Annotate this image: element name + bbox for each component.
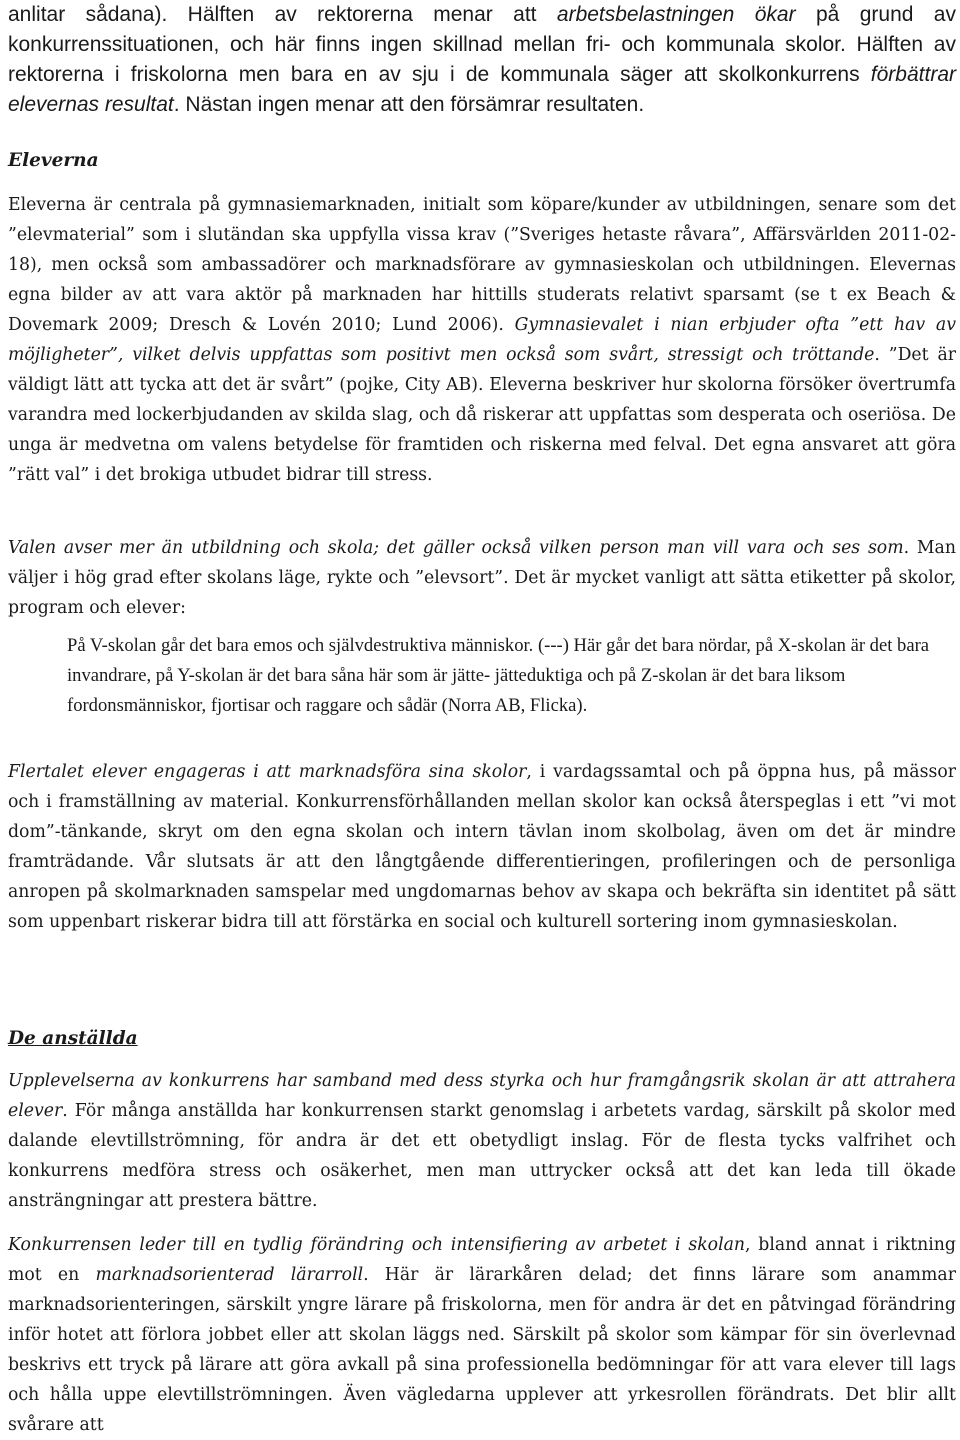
text-segment: . Nästan ingen menar att den försämrar resultaten. xyxy=(173,93,645,116)
section-heading-eleverna: Eleverna xyxy=(8,150,99,171)
text-segment: . För många anställda har konkurrensen starkt genomslag i arbetets vardag, särskilt på skolor med dalande elevtillströmning, för andra är det ett obetydligt inslag. För de flesta tycks valfrihet och konkurrens medföra stress och osäkerhet, men man uttrycker också att det kan leda till ökade ansträngningar att prestera bättre. xyxy=(8,1101,956,1211)
emphasis-text: Valen avser mer än utbildning och skola; det gäller också vilken person man vill vara och ses som xyxy=(8,538,904,558)
paragraph-eleverna-intro xyxy=(8,190,956,490)
text-segment: . Man väljer i hög grad efter skolans läge, rykte och ”elevsort”. Det är mycket vanligt att sätta etiketter på skolor, program och elever: xyxy=(8,538,956,618)
emphasis-text: marknadsorienterad lärarroll xyxy=(95,1265,364,1285)
section-heading-anstallda xyxy=(8,1024,138,1054)
emphasis-text: arbetsbelastningen ökar xyxy=(556,3,796,26)
emphasis-text: Flertalet elever engageras i att marknadsföra sina skolor xyxy=(8,762,527,782)
emphasis-text: Upplevelserna av konkurrens har samband med dess styrka och hur framgångsrik skolan är att attrahera elever xyxy=(8,1071,956,1121)
text-segment: , bland annat i riktning mot en xyxy=(8,1235,956,1285)
emphasis-text: förbättrar elevernas resultat xyxy=(8,63,956,116)
paragraph-flertalet xyxy=(8,757,956,937)
text-segment: , i vardagssamtal och på öppna hus, på mässor och i framställning av material. Konkurrensförhållanden mellan skolor kan också återspeglas i ett ”vi mot dom”-tänkande, skryt om den egna skolan och intern tävlan inom skolbolag, även om det är mindre framträdande. Vår slutsats är att den långtgående differentieringen, profileringen och de personliga anropen på skolmarknaden samspelar med ungdomarnas behov av skapa och bekräfta sin identitet på sätt som uppenbart riskerar bidra till att förstärka en social och kulturell sortering inom gymnasieskolan. xyxy=(8,762,956,932)
paragraph-rektorer xyxy=(8,0,956,120)
emphasis-text: Gymnasievalet i nian erbjuder ofta ”ett hav av möjligheter”, vilket delvis uppfattas som positivt men också som svårt, stressigt och tröttande xyxy=(8,315,956,365)
heading-text: De anställda xyxy=(8,1028,138,1049)
text-segment: . ”Det är väldigt lätt att tycka att det är svårt” (pojke, City AB). Eleverna beskriver hur skolorna försöker övertrumfa varandra med lockerbjudanden av skilda slag, och då riskerar att uppfattas som desperata och oseriösa. De unga är medvetna om valens betydelse för framtiden och riskerna med felval. Det egna ansvaret att göra ”rätt val” i det brokiga utbudet bidrar till stress. xyxy=(8,345,957,485)
text-segment: anlitar sådana). Hälften av rektorerna menar att xyxy=(8,3,557,26)
paragraph-konkurrensen xyxy=(8,1230,956,1440)
block-quote: På V-skolan går det bara emos och självdestruktiva människor. (---) Här går det bara nördar, på X-skolan är det bara invandrare, på Y-skolan är det bara såna här som är jätte- jätteduktiga och på Z-skolan är det bara liksom fordonsmänniskor, fjortisar och raggare och sådär (Norra AB, Flicka). xyxy=(67,635,930,716)
text-segment: på grund av konkurrenssituationen, och här finns ingen skillnad mellan fri- och kommunala skolor. Hälften av rektorerna i friskolorna men bara en av sju i de kommunala säger att skolkonkurrens xyxy=(8,3,956,86)
paragraph-valen xyxy=(8,533,956,623)
emphasis-text: Konkurrensen leder till en tydlig förändring och intensifiering av arbetet i skolan xyxy=(8,1235,746,1255)
text-segment: Eleverna är centrala på gymnasiemarknaden, initialt som köpare/kunder av utbildningen, senare som det ”elevmaterial” som i slutändan ska uppfylla vissa krav (”Sveriges hetaste råvara”, Affärsvärlden 2011-02-18), men också som ambassadörer och marknadsförare av gymnasieskolan och utbildningen. Elevernas egna bilder av att vara aktör på marknaden har hittills studerats relativt sparsamt (se t ex Beach & Dovemark 2009; Dresch & Lovén 2010; Lund 2006). xyxy=(8,195,956,335)
paragraph-upplevelserna xyxy=(8,1066,956,1216)
text-segment: . Här är lärarkåren delad; det finns lärare som anammar marknadsorienteringen, särskilt yngre lärare på friskolorna, men för andra är det en påtvingad förändring inför hotet att förlora jobbet eller att skolan läggs ned. Särskilt på skolor som kämpar för sin överlevnad beskrivs ett tryck på lärare att göra avkall på sina professionella bedömningar för att vara elever till lags och hålla uppe elevtillströmningen. Även vägledarna upplever att yrkesrollen förändrats. Det blir allt svårare att xyxy=(8,1265,956,1435)
